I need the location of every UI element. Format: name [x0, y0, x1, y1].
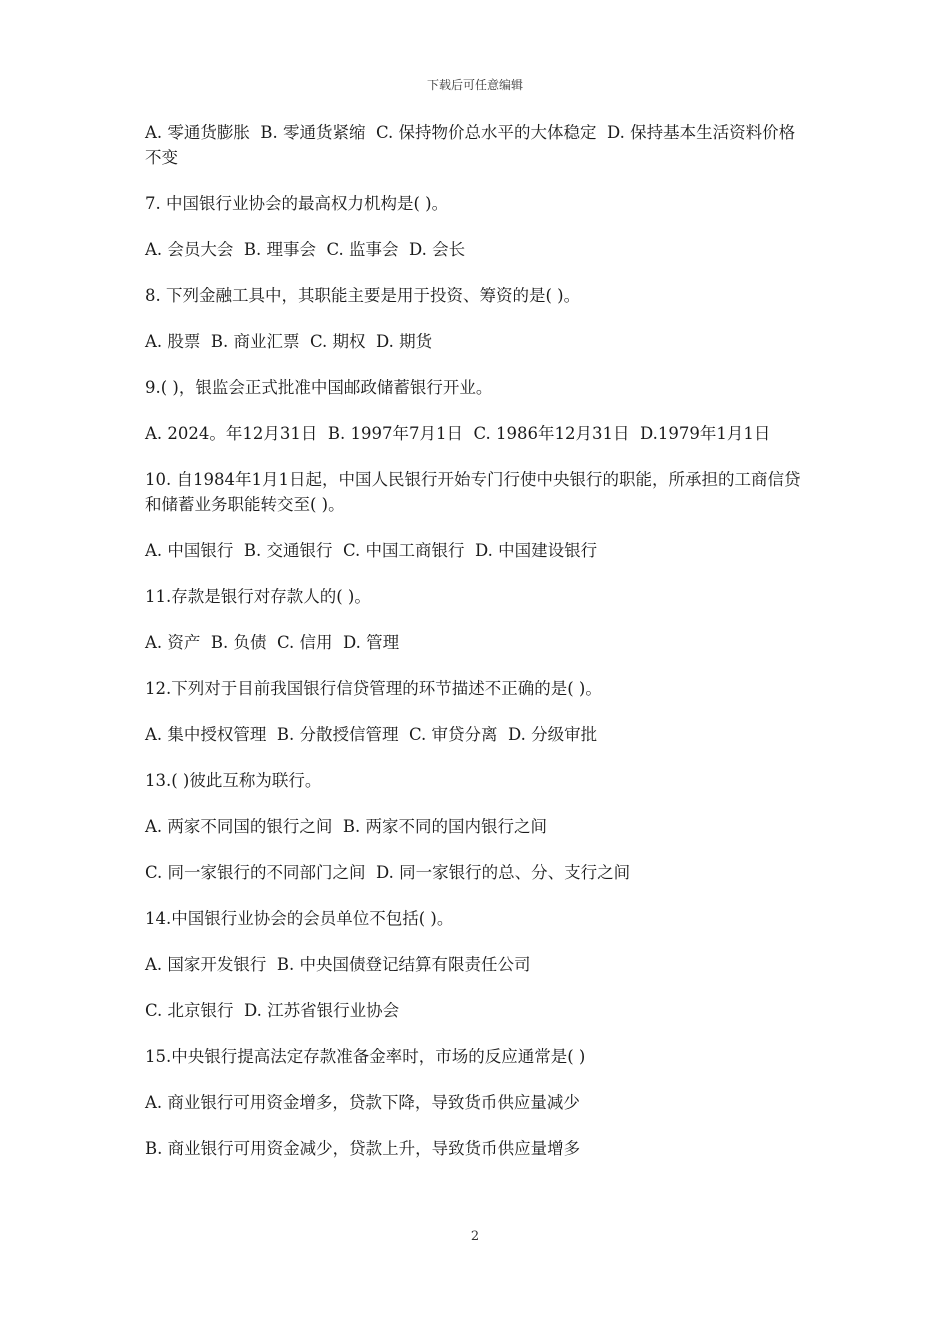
answer-options-q11: A. 资产 B. 负债 C. 信用 D. 管理 [145, 633, 400, 652]
answer-options-q14-ab: A. 国家开发银行 B. 中央国债登记结算有限责任公司 [145, 955, 531, 974]
question-10: 10. 自1984年1月1日起，中国人民银行开始专门行使中央银行的职能，所承担的工商信贷和储蓄业务职能转交至( )。 [145, 470, 801, 514]
answer-options-q13-ab: A. 两家不同国的银行之间 B. 两家不同的国内银行之间 [145, 817, 548, 836]
question-7: 7. 中国银行业协会的最高权力机构是( )。 [145, 194, 449, 213]
answer-option-q15-b: B. 商业银行可用资金减少，贷款上升，导致货币供应量增多 [145, 1139, 581, 1158]
answer-option-q15-a: A. 商业银行可用资金增多，贷款下降，导致货币供应量减少 [145, 1093, 580, 1112]
question-13: 13.( )彼此互称为联行。 [145, 771, 322, 790]
document-body [145, 120, 810, 1182]
answer-options-q10: A. 中国银行 B. 交通银行 C. 中国工商银行 D. 中国建设银行 [145, 541, 598, 560]
page-number: 2 [470, 1229, 480, 1244]
answer-options-q6: A. 零通货膨胀 B. 零通货紧缩 C. 保持物价总水平的大体稳定 D. 保持基本生活资料价格不变 [145, 123, 796, 167]
question-8: 8. 下列金融工具中，其职能主要是用于投资、筹资的是( )。 [145, 286, 581, 305]
page-header: 下载后可任意编辑 [426, 78, 523, 92]
answer-options-q9: A. 2024。年12月31日 B. 1997年7月1日 C. 1986年12月31日 D.1979年1月1日 [145, 424, 771, 443]
question-9: 9.( )，银监会正式批准中国邮政储蓄银行开业。 [145, 378, 493, 397]
answer-options-q7: A. 会员大会 B. 理事会 C. 监事会 D. 会长 [145, 240, 466, 259]
answer-options-q8: A. 股票 B. 商业汇票 C. 期权 D. 期货 [145, 332, 433, 351]
question-15: 15.中央银行提高法定存款准备金率时，市场的反应通常是( ) [145, 1047, 586, 1066]
answer-options-q14-cd: C. 北京银行 D. 江苏省银行业协会 [145, 1001, 400, 1020]
answer-options-q13-cd: C. 同一家银行的不同部门之间 D. 同一家银行的总、分、支行之间 [145, 863, 631, 882]
answer-options-q12: A. 集中授权管理 B. 分散授信管理 C. 审贷分离 D. 分级审批 [145, 725, 598, 744]
question-14: 14.中国银行业协会的会员单位不包括( )。 [145, 909, 454, 928]
question-11: 11.存款是银行对存款人的( )。 [145, 587, 371, 606]
question-12: 12.下列对于目前我国银行信贷管理的环节描述不正确的是( )。 [145, 679, 602, 698]
